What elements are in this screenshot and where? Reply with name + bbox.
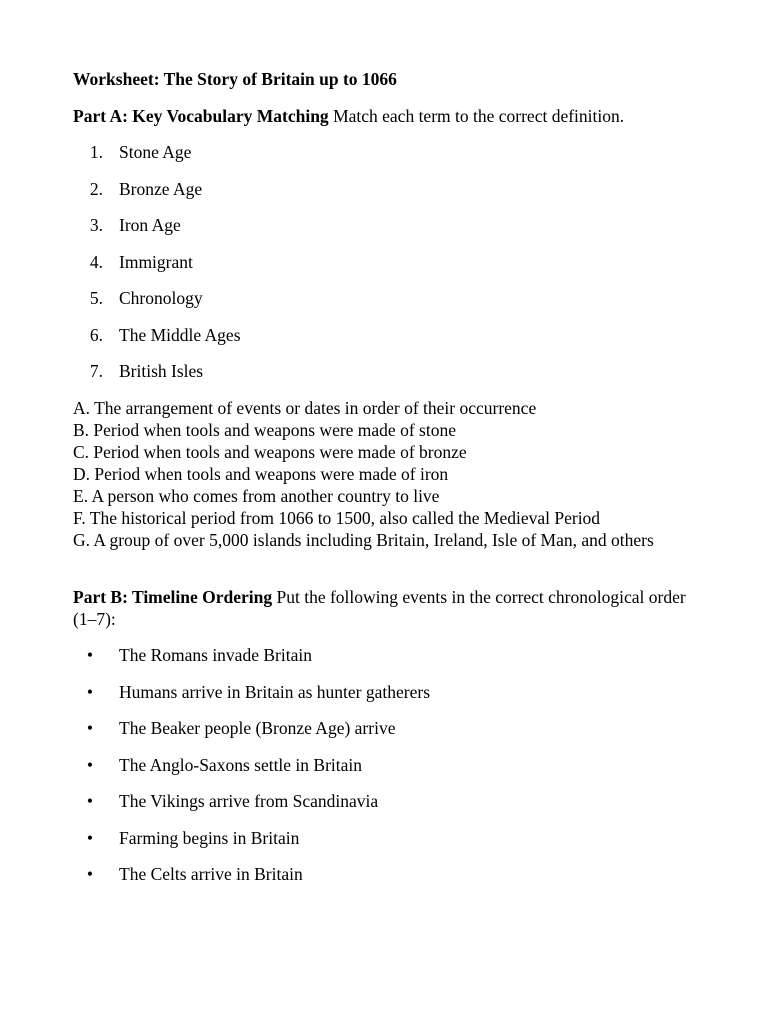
definitions-block <box>73 397 703 551</box>
part-b-heading <box>73 586 703 630</box>
term-text: Chronology <box>119 288 203 308</box>
definition-item: C. Period when tools and weapons were made of bronze <box>73 441 467 462</box>
timeline-event <box>73 681 703 703</box>
bullet-icon: • <box>86 754 94 775</box>
part-b-instruction: Put the following events in the correct chronological order (1–7): <box>73 586 686 629</box>
term-number: 3. <box>89 215 103 235</box>
term-number: 2. <box>89 178 103 199</box>
event-text: The Celts arrive in Britain <box>119 864 303 884</box>
event-text: Farming begins in Britain <box>119 827 300 848</box>
bullet-icon: • <box>86 864 94 884</box>
event-text: The Anglo-Saxons settle in Britain <box>119 754 363 775</box>
event-text: Humans arrive in Britain as hunter gatherers <box>119 681 431 702</box>
timeline-event <box>73 863 703 885</box>
bullet-icon: • <box>86 827 94 848</box>
bullet-icon: • <box>86 681 94 702</box>
event-text: The Beaker people (Bronze Age) arrive <box>119 718 396 738</box>
definition-item: G. A group of over 5,000 islands including Britain, Ireland, Isle of Man, and others <box>73 529 654 550</box>
term-number: 6. <box>89 324 103 345</box>
definition-item: D. Period when tools and weapons were made of iron <box>73 463 449 484</box>
term-text: Immigrant <box>119 251 193 272</box>
part-a-heading <box>73 105 703 127</box>
term-number: 7. <box>89 361 103 381</box>
worksheet-page <box>73 68 703 900</box>
timeline-event <box>73 790 703 812</box>
bullet-icon: • <box>86 645 94 665</box>
bullet-icon: • <box>86 718 94 738</box>
timeline-event <box>73 827 703 849</box>
term-number: 5. <box>89 288 103 308</box>
term-number: 4. <box>89 251 103 272</box>
vocabulary-term <box>73 360 703 382</box>
term-text: The Middle Ages <box>119 324 241 345</box>
vocabulary-term <box>73 324 703 346</box>
vocabulary-terms-list <box>73 141 703 382</box>
event-text: The Romans invade Britain <box>119 645 312 665</box>
definition-item: B. Period when tools and weapons were made of stone <box>73 419 456 440</box>
definition-item: F. The historical period from 1066 to 1500, also called the Medieval Period <box>73 507 601 528</box>
vocabulary-term <box>73 214 703 236</box>
worksheet-title: Worksheet: The Story of Britain up to 1066 <box>73 69 397 89</box>
timeline-event <box>73 644 703 666</box>
term-text: Iron Age <box>119 215 181 235</box>
definition-item: E. A person who comes from another country to live <box>73 485 440 506</box>
vocabulary-term <box>73 287 703 309</box>
vocabulary-term <box>73 178 703 200</box>
vocabulary-term <box>73 141 703 163</box>
part-b-heading-bold: Part B: Timeline Ordering <box>73 586 273 607</box>
term-text: British Isles <box>119 361 204 381</box>
definition-item: A. The arrangement of events or dates in order of their occurrence <box>73 397 537 418</box>
timeline-event <box>73 717 703 739</box>
part-a-heading-bold: Part A: Key Vocabulary Matching <box>73 106 329 126</box>
term-number: 1. <box>89 142 103 162</box>
term-text: Bronze Age <box>119 178 203 199</box>
bullet-icon: • <box>86 791 94 811</box>
part-a-instruction: Match each term to the correct definition. <box>328 106 625 126</box>
vocabulary-term <box>73 251 703 273</box>
timeline-event <box>73 754 703 776</box>
event-text: The Vikings arrive from Scandinavia <box>119 791 379 811</box>
term-text: Stone Age <box>119 142 192 162</box>
timeline-events-list <box>73 644 703 885</box>
